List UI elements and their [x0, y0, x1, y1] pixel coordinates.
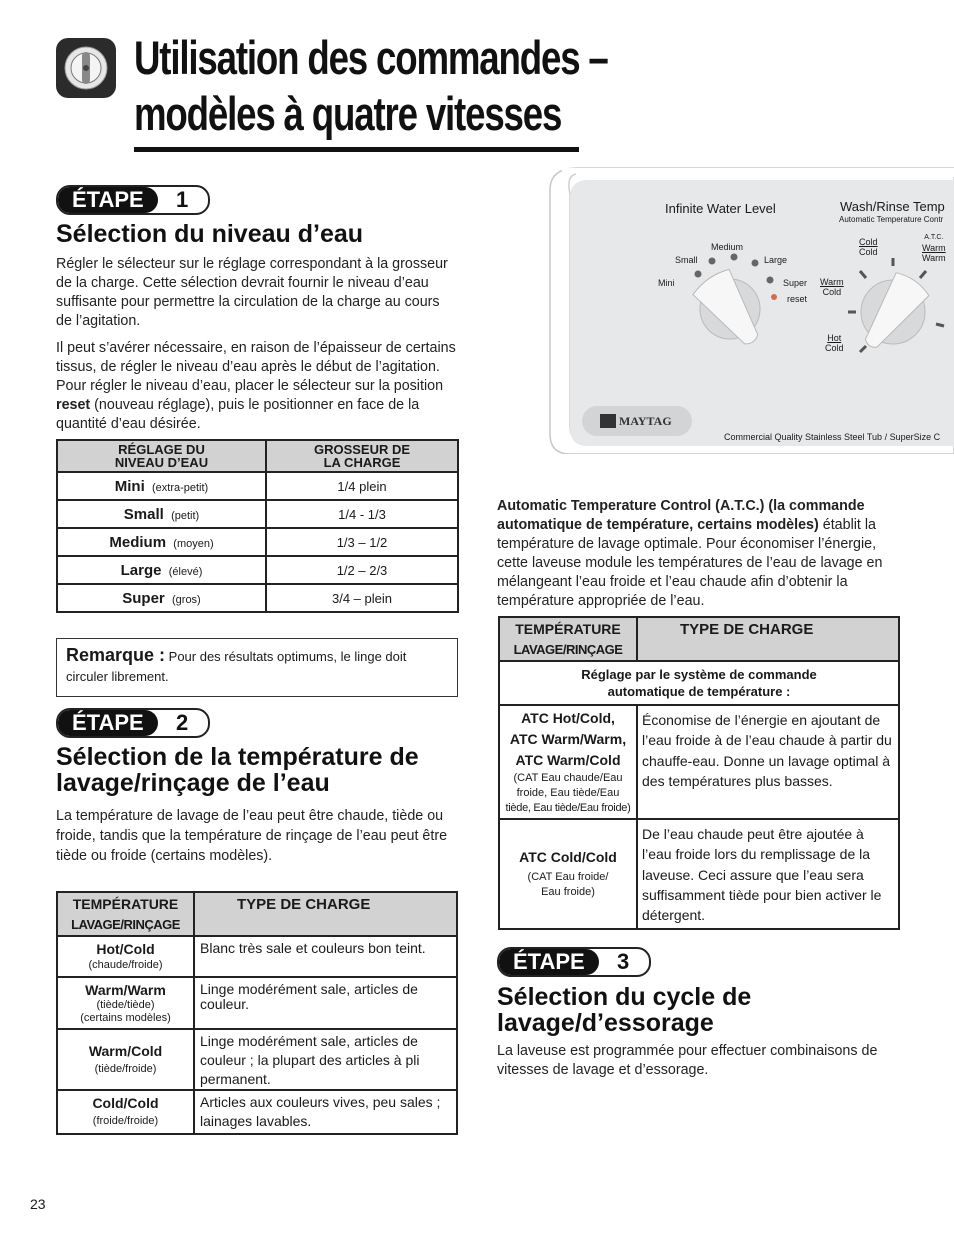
- temp-setting-sub: (tiède/tiède): [96, 999, 155, 1011]
- panel-label-text: Cold: [859, 247, 878, 257]
- table-header-cell: [266, 440, 458, 472]
- table-row: [499, 705, 899, 819]
- page-title-line2: modèles à quatre vitesses: [134, 87, 562, 140]
- atc-intro-rest: établit la température de lavage optimale. Pour économiser l’énergie, cette laveuse module les températures de l’eau de lavage en mélangeant l’eau froide et l’eau chaude afin d’obtenir la température appropriée de l’eau.: [497, 517, 883, 609]
- panel-label-text: Warm: [820, 277, 844, 287]
- atc-setting: ATC Cold/Cold: [519, 848, 617, 865]
- step3-badge-number: 3: [617, 949, 630, 974]
- temp-setting-sub: (tiède/froide): [94, 1062, 157, 1075]
- remark-body: Pour des résultats optimums, le linge doit circuler librement.: [66, 649, 407, 684]
- control-panel-illustration: [548, 166, 954, 454]
- table-cell: [57, 584, 266, 612]
- panel-label-text: A.T.C.: [924, 234, 944, 241]
- panel-label-text: Warm: [922, 253, 946, 263]
- setting-note: (élevé): [168, 565, 203, 578]
- temp-setting: Warm/Warm: [85, 982, 166, 998]
- temp-setting: Hot/Cold: [96, 940, 155, 957]
- table-cell: Économise de l’énergie en ajoutant de l’eau froide à de l’eau chaude à partir du chauffe-eau. Donne un lavage optimal à des températures plus basses.: [637, 705, 899, 819]
- panel-footer-text: Commercial Quality Stainless Steel Tub / SuperSize C: [724, 432, 941, 442]
- remark-text: [57, 639, 457, 687]
- table-header-cell: TYPE DE CHARGE: [194, 892, 457, 936]
- panel-reset-label: reset: [787, 294, 808, 304]
- step3-heading-line2: lavage/d’essorage: [497, 1009, 714, 1037]
- atc-sub-text: froide, Eau tiède/Eau: [516, 787, 620, 799]
- header-text: GROSSEUR DE: [313, 442, 411, 457]
- header-text: NIVEAU D’EAU: [114, 455, 209, 470]
- step3-heading-line1: Sélection du cycle de: [497, 983, 752, 1011]
- panel-small-label: Small: [675, 255, 698, 265]
- atc-intro-bold: Automatic Temperature Control (A.T.C.) (la commande automatique de température, certains modèles): [497, 498, 865, 533]
- step1-paragraph-2-start: Il peut s’avérer nécessaire, en raison de l’épaisseur de certains tissus, de régler le niveau d’eau après le début de l’agitation. Pour régler le niveau d’eau, placer le sélecteur sur la position: [56, 340, 456, 394]
- panel-temp-label: Wash/Rinse Temp: [840, 199, 945, 214]
- step1-reset-keyword: reset: [56, 397, 91, 413]
- table-row: [57, 1029, 457, 1090]
- table-row: [57, 1090, 457, 1134]
- subheader-text: automatique de température :: [607, 684, 791, 699]
- header-text: LAVAGE/RINÇAGE: [513, 641, 623, 657]
- atc-setting: ATC Warm/Cold: [515, 752, 621, 768]
- page-number: 23: [30, 1196, 46, 1212]
- step1-heading: Sélection du niveau d’eau: [56, 220, 364, 248]
- step2-badge-number: 2: [176, 710, 189, 735]
- step3-heading: [497, 984, 897, 1036]
- header-text: RÉGLAGE DU: [118, 442, 205, 457]
- panel-large-label: Large: [764, 255, 788, 265]
- atc-sub-text: tiède, Eau tiède/Eau froide): [505, 802, 631, 814]
- table-cell: [57, 977, 194, 1029]
- water-level-table: [56, 439, 459, 613]
- step1-paragraph-2: [56, 339, 460, 434]
- atc-setting: ATC Hot/Cold,: [521, 710, 615, 726]
- setting-name: Mini: [114, 477, 145, 495]
- table-cell: Articles aux couleurs vives, peu sales ; lainages lavables.: [194, 1090, 457, 1134]
- step2-heading: [56, 744, 466, 796]
- atc-sub-text: (CAT Eau froide/: [527, 870, 609, 883]
- table-row: [57, 936, 457, 977]
- panel-hot-cold-label: [825, 333, 844, 353]
- panel-atc-warm-warm-label: [922, 231, 946, 263]
- table-cell: [57, 1090, 194, 1134]
- setting-note: (gros): [172, 593, 201, 606]
- atc-setting-sub: [500, 870, 636, 900]
- table-cell: Linge modérément sale, articles de couleur ; la plupart des articles à pli permanent.: [194, 1029, 457, 1090]
- panel-label-text: Cold: [859, 237, 878, 247]
- table-cell: [499, 819, 637, 929]
- table-cell: [57, 528, 266, 556]
- panel-atc-subtitle: Automatic Temperature Contr: [839, 215, 944, 224]
- step2-heading-line2: lavage/rinçage de l’eau: [56, 769, 330, 797]
- panel-warm-cold-label: [820, 277, 844, 297]
- table-row: [57, 977, 457, 1029]
- header-text: TEMPÉRATURE: [515, 620, 621, 637]
- table-header-row: [57, 892, 457, 936]
- header-text: TEMPÉRATURE: [72, 895, 179, 912]
- remark-box: [56, 638, 458, 697]
- setting-name: Large: [120, 561, 162, 579]
- page-title: [134, 30, 608, 142]
- step2-badge: [56, 708, 210, 738]
- dial-logo-icon: [56, 38, 116, 98]
- step2-heading-line1: Sélection de la température de: [56, 743, 419, 771]
- step2-paragraph: La température de lavage de l’eau peut être chaude, tiède ou froide, tandis que la température de rinçage de l’eau peut être tiède ou froide (certains modèles).: [56, 808, 448, 864]
- table-row: [57, 472, 458, 500]
- step3-badge-label: ÉTAPE: [499, 949, 599, 975]
- table-cell: Linge modérément sale, articles de couleur.: [194, 977, 457, 1029]
- atc-paragraph: [497, 497, 897, 611]
- temp-setting-sub: (chaude/froide): [88, 958, 163, 971]
- table-header-cell: [57, 440, 266, 472]
- table-cell: De l’eau chaude peut être ajoutée à l’eau froide lors du remplissage de la laveuse. Ceci assure que l’eau sera suffisamment tiède pour bien activer le détergent.: [637, 819, 899, 929]
- table-cell: [499, 705, 637, 819]
- setting-name: Medium: [109, 533, 167, 551]
- temp-setting-sub: (froide/froide): [92, 1115, 159, 1127]
- page-title-line1: Utilisation des commandes –: [134, 31, 608, 84]
- setting-note: (moyen): [173, 537, 214, 550]
- maytag-logo-icon: [600, 414, 616, 428]
- remark-label: Remarque :: [66, 645, 166, 665]
- step1-paragraph-2-end: (nouveau réglage), puis le positionner en face de la quantité d’eau désirée.: [56, 397, 420, 432]
- temp-setting-sub: (certains modèles): [80, 1012, 171, 1024]
- panel-super-label: Super: [783, 278, 808, 288]
- setting-note: (extra-petit): [151, 481, 209, 494]
- panel-medium-label: Medium: [711, 242, 744, 252]
- panel-water-level-label: Infinite Water Level: [665, 201, 776, 216]
- header-text: LAVAGE/RINÇAGE: [71, 916, 180, 932]
- panel-brand-name: MAYTAG: [619, 414, 672, 428]
- atc-temperature-table: [498, 616, 900, 930]
- table-header-cell: TYPE DE CHARGE: [637, 617, 899, 661]
- table-row: [499, 819, 899, 929]
- panel-label-text: Cold: [822, 287, 842, 297]
- wash-temperature-table: [56, 891, 458, 1135]
- header-text: LA CHARGE: [323, 455, 401, 470]
- table-row: [57, 528, 458, 556]
- table-header-row: [57, 440, 458, 472]
- step3-paragraph: La laveuse est programmée pour effectuer combinaisons de vitesses de lavage et d’essorage.: [497, 1043, 878, 1078]
- table-row: [57, 556, 458, 584]
- step1-badge: [56, 185, 210, 215]
- table-cell: [57, 936, 194, 977]
- table-cell: 1/2 – 2/3: [266, 556, 458, 584]
- step2-badge-label: ÉTAPE: [58, 710, 158, 736]
- table-row: [57, 500, 458, 528]
- step1-badge-number: 1: [176, 187, 189, 212]
- table-cell: [57, 500, 266, 528]
- table-subheader-cell: [499, 661, 899, 705]
- atc-setting: ATC Warm/Warm,: [509, 731, 627, 747]
- panel-label-text: Hot: [827, 333, 842, 343]
- atc-sub-text: (CAT Eau chaude/Eau: [513, 772, 623, 784]
- table-header-row: [499, 617, 899, 661]
- table-row: [57, 584, 458, 612]
- setting-name: Super: [122, 589, 165, 607]
- table-cell: 3/4 – plein: [266, 584, 458, 612]
- temp-setting: Warm/Cold: [88, 1042, 163, 1059]
- table-header-cell: [499, 617, 637, 661]
- panel-label-text: Cold: [825, 343, 844, 353]
- setting-note: (petit): [171, 509, 200, 522]
- step1-badge-label: ÉTAPE: [58, 187, 158, 213]
- step1-paragraph-1: Régler le sélecteur sur le réglage correspondant à la grosseur de la charge. Cette sélection devrait fournir le niveau d’eau suffisante pour permettre la circulation de la charge au cours de l’agitation.: [56, 256, 448, 329]
- subheader-text: Réglage par le système de commande: [581, 667, 817, 682]
- table-subheader-row: [499, 661, 899, 705]
- panel-cold-cold-label: [859, 237, 878, 257]
- panel-mini-label: Mini: [658, 278, 675, 288]
- table-cell: 1/3 – 1/2: [266, 528, 458, 556]
- table-cell: 1/4 - 1/3: [266, 500, 458, 528]
- panel-label-text: Warm: [922, 243, 946, 253]
- table-cell: [57, 1029, 194, 1090]
- title-underline: [134, 147, 579, 152]
- atc-setting-sub: [500, 771, 636, 816]
- table-cell: Blanc très sale et couleurs bon teint.: [194, 936, 457, 977]
- step3-badge: [497, 947, 651, 977]
- setting-name: Small: [123, 505, 164, 523]
- table-cell: 1/4 plein: [266, 472, 458, 500]
- table-header-cell: [57, 892, 194, 936]
- table-cell: [57, 556, 266, 584]
- temp-setting: Cold/Cold: [92, 1095, 159, 1111]
- table-cell: [57, 472, 266, 500]
- atc-sub-text: Eau froide): [541, 885, 595, 898]
